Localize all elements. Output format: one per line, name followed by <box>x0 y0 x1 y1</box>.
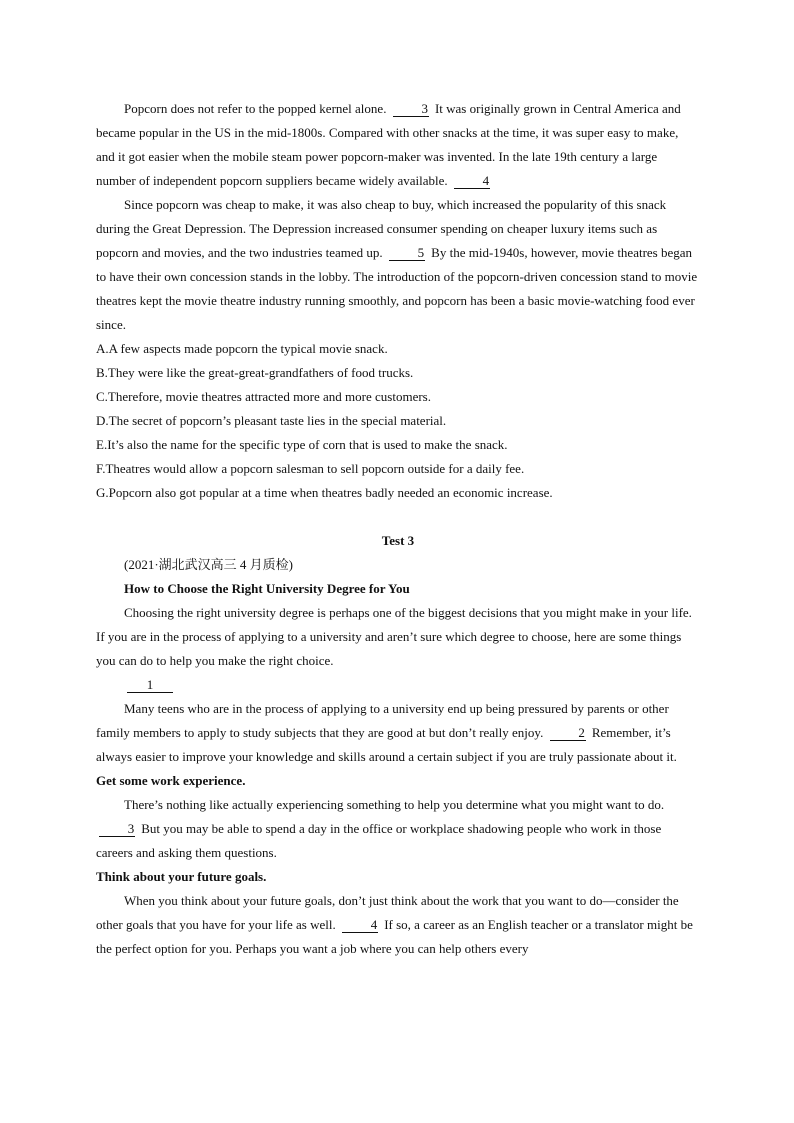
subheading-future-goals: Think about your future goals. <box>96 869 267 884</box>
article-heading: How to Choose the Right University Degree for You <box>124 581 410 596</box>
document-body <box>96 97 700 961</box>
option-a: A.A few aspects made popcorn the typical movie snack. <box>96 341 388 356</box>
option-g: G.Popcorn also got popular at a time when theatres badly needed an economic increase. <box>96 485 553 500</box>
text-segment: It was originally grown in Central America and became popular in the US in the mid-1800s. Compared with other snacks at the time, it was super easy to make, and it got easier when the mobile steam power popcorn-maker was invented. In the late 19th century a large number of independent popcorn suppliers became widely available. <box>96 101 681 188</box>
text-segment: Many teens who are in the process of applying to a university end up being pressured by parents or other family members to apply to study subjects that they are good at but don’t really enjoy. <box>96 701 669 740</box>
blank-line-1 <box>96 673 700 697</box>
answer-blank: 3 <box>99 821 135 837</box>
answer-blank: 4 <box>342 917 378 933</box>
option-c: C.Therefore, movie theatres attracted more and more customers. <box>96 389 431 404</box>
passage1-paragraph2 <box>96 193 700 337</box>
answer-blank: 2 <box>550 725 586 741</box>
text-segment: Remember, it’s always easier to improve your knowledge and skills around a certain subject if you are truly passionate about it. <box>96 725 677 764</box>
answer-blank: 1 <box>127 677 173 693</box>
source-note: (2021·湖北武汉高三 4 月质检) <box>124 557 293 572</box>
option-d: D.The secret of popcorn’s pleasant taste lies in the special material. <box>96 413 447 428</box>
answer-blank: 3 <box>393 101 429 117</box>
text-segment: When you think about your future goals, don’t just think about the work that you want to do—consider the other goals that you have for your life as well. <box>96 893 679 932</box>
text-segment: By the mid-1940s, however, movie theatres began to have their own concession stands in the lobby. The introduction of the popcorn-driven concession stand to movie theatres kept the movie theatre industry running smoothly, and popcorn has been a basic movie-watching food ever since. <box>96 245 698 332</box>
option-e: E.It’s also the name for the specific type of corn that is used to make the snack. <box>96 437 508 452</box>
text-segment: There’s nothing like actually experiencing something to help you determine what you might want to do. <box>124 797 665 812</box>
paragraph-c <box>96 889 700 961</box>
answer-blank: 5 <box>389 245 425 261</box>
text-segment: But you may be able to spend a day in the office or workplace shadowing people who work in those careers and asking them questions. <box>96 821 662 860</box>
paragraph-a <box>96 697 700 769</box>
intro-paragraph: Choosing the right university degree is perhaps one of the biggest decisions that you might make in your life. If you are in the process of applying to a university and aren’t sure which degree to choose, here are some things you can do to help you make the right choice. <box>96 605 692 668</box>
option-b: B.They were like the great-great-grandfathers of food trucks. <box>96 365 414 380</box>
text-segment: If so, a career as an English teacher or a translator might be the perfect option for you. Perhaps you want a job where you can help others every <box>96 917 693 956</box>
passage1-paragraph1 <box>96 97 700 193</box>
subheading-work-experience: Get some work experience. <box>96 773 246 788</box>
text-segment: Since popcorn was cheap to make, it was also cheap to buy, which increased the popularity of this snack during the Great Depression. The Depression increased consumer spending on cheaper luxury items such as popcorn and movies, and the two industries teamed up. <box>96 197 667 260</box>
text-segment: Popcorn does not refer to the popped kernel alone. <box>124 101 387 116</box>
answer-blank: 4 <box>454 173 490 189</box>
paragraph-b <box>96 793 700 865</box>
option-f: F.Theatres would allow a popcorn salesman to sell popcorn outside for a daily fee. <box>96 461 525 476</box>
test-title: Test 3 <box>381 533 415 548</box>
